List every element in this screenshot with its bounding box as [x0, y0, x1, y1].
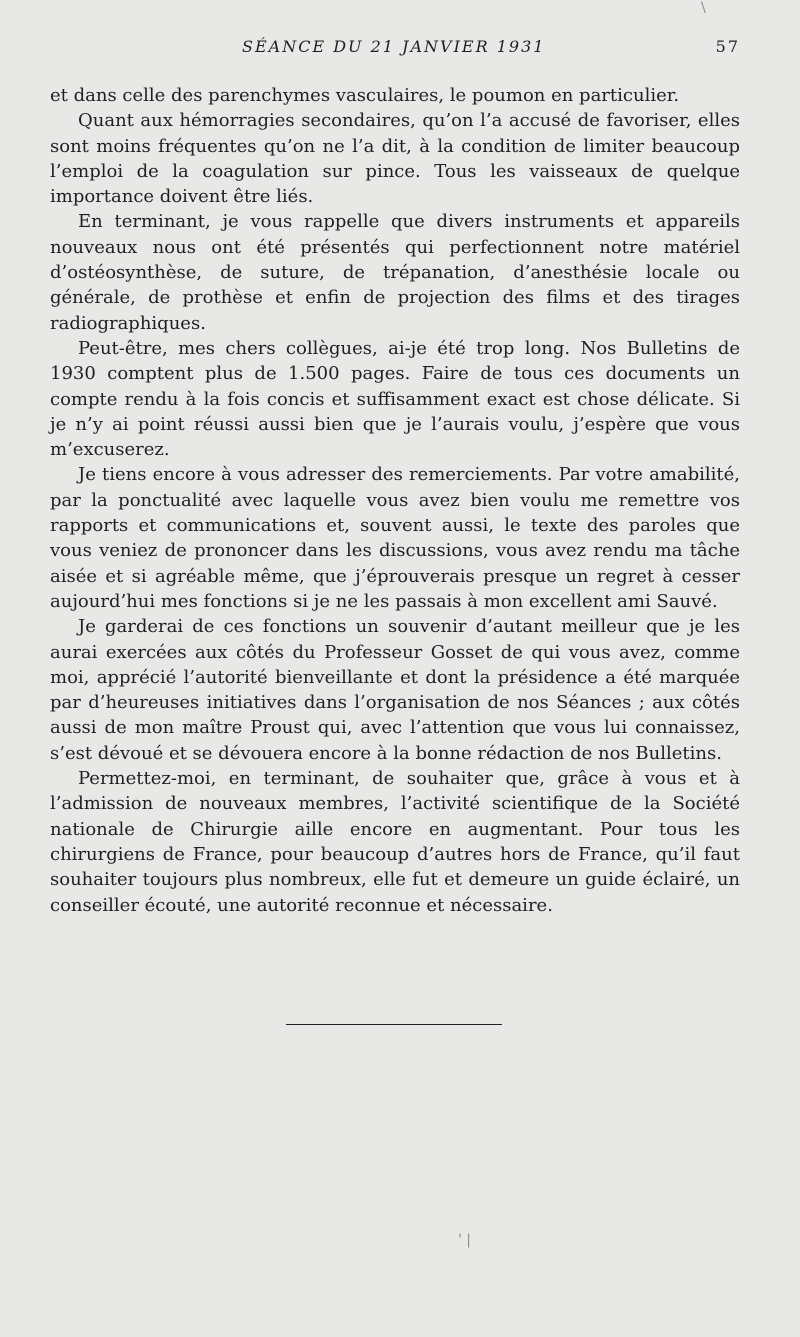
section-divider	[286, 1024, 502, 1025]
paragraph-bulletins: Peut-être, mes chers collègues, ai-je été trop long. Nos Bulletins de 1930 comptent plus de 1.500 pages. Faire de tous ces documents un compte rendu à la fois concis et suffisamment exact est chose délicate. Si je n’y ai point réussi aussi bien que je l’aurais voulu, j’espère que vous m’excuserez.	[50, 337, 740, 461]
page-number: 57	[715, 37, 740, 56]
paragraph-conclusion: Permettez-moi, en terminant, de souhaiter que, grâce à vous et à l’admission de nouveaux membres, l’activité scientifique de la Société nationale de Chirurgie aille encore en augmentant. Pour tous les chirurgiens de France, pour beaucoup d’autres hors de France, qu’il faut souhaiter toujours plus nombreux, elle fut et demeure un guide éclairé, un conseiller écouté, une autorité reconnue et nécessaire.	[50, 768, 740, 916]
scan-mark: ' |	[458, 1232, 472, 1248]
paragraph-functions: Je garderai de ces fonctions un souvenir d’autant meilleur que je les aurai exercées aux côtés du Professeur Gosset de qui vous avez, comme moi, apprécié l’autorité bienveillante et dont la présidence a été marquée par d’heureuses initiatives dans l’organisation de nos Séances ; aux côtés aussi de mon maître Proust qui, avec l’attention que vous lui connaissez, s’est dévoué et se dévouera encore à la bonne rédaction de nos Bulletins.	[50, 616, 740, 764]
running-title: SÉANCE DU 21 JANVIER 1931	[242, 37, 546, 56]
paragraph-continuation: et dans celle des parenchymes vasculaires, le poumon en particulier.	[50, 85, 680, 106]
main-text	[50, 83, 740, 918]
paragraph-instruments: En terminant, je vous rappelle que divers instruments et appareils nouveaux nous ont été présentés qui perfectionnent notre matériel d’ostéosynthèse, de suture, de trépanation, d’anesthésie locale ou générale, de prothèse et enfin de projection des films et des tirages radiographiques.	[50, 211, 740, 334]
scan-mark: \	[701, 0, 706, 16]
page-header	[50, 37, 740, 61]
paragraph-hemorrhages: Quant aux hémorragies secondaires, qu’on l’a accusé de favoriser, elles sont moins fréquentes qu’on ne l’a dit, à la condition de limiter beaucoup l’emploi de la coagulation sur pince. Tous les vaisseaux de quelque importance doivent être liés.	[50, 110, 740, 208]
paragraph-thanks: Je tiens encore à vous adresser des remerciements. Par votre amabilité, par la ponctualité avec laquelle vous avez bien voulu me remettre vos rapports et communications et, souvent aussi, le texte des paroles que vous veniez de prononcer dans les discussions, vous avez rendu ma tâche aisée et si agréable même, que j’éprouverais presque un regret à cesser aujourd’hui mes fonctions si je ne les passais à mon excellent ami Sauvé.	[50, 464, 740, 612]
